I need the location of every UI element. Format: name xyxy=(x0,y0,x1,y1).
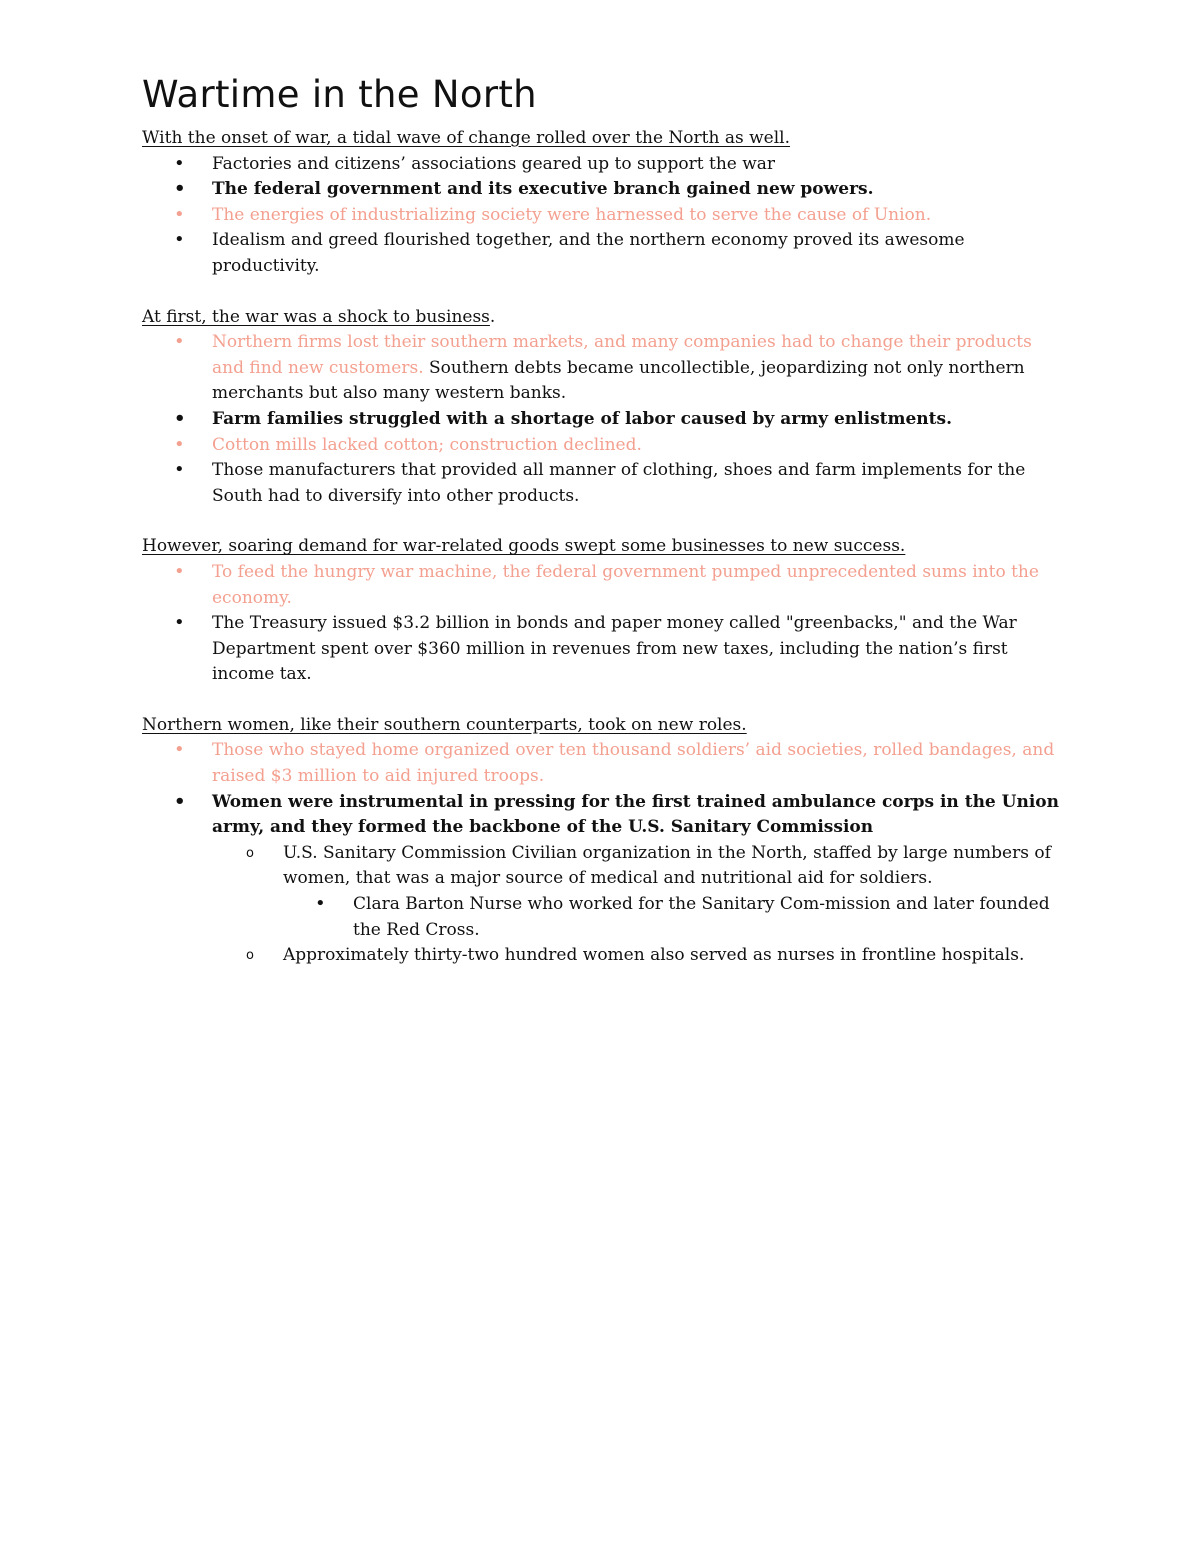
document-page xyxy=(142,72,1062,994)
bullet-icon: • xyxy=(174,433,185,455)
list-item xyxy=(142,203,1062,229)
bullet-icon: • xyxy=(174,459,185,481)
circle-bullet-icon: o xyxy=(246,845,254,861)
section-shock-to-business xyxy=(142,305,1062,510)
list-item-text: U.S. Sanitary Commission Civilian organization in the North, staffed by large numbers of women, that was a major source of medical and nutritional aid for soldiers. xyxy=(283,842,1051,889)
list-item-text: To feed the hungry war machine, the federal government pumped unprecedented sums into the economy. xyxy=(212,561,1039,608)
list-item xyxy=(142,177,1062,203)
bullet-list xyxy=(142,152,1062,280)
list-item-text: The Treasury issued $3.2 billion in bonds and paper money called "greenbacks," and the War Department spent over $360 million in revenues from new taxes, including the nation’s first income tax. xyxy=(212,613,1017,685)
bullet-icon: • xyxy=(174,152,185,174)
list-item xyxy=(142,738,1062,789)
list-item-text: Women were instrumental in pressing for the first trained ambulance corps in the Union army, and they formed the backbone of the U.S. Sanitary Commission xyxy=(212,791,1060,838)
bullet-icon: • xyxy=(174,560,185,582)
section-heading-text: At first, the war was a shock to business xyxy=(142,306,490,327)
list-item-text: Farm families struggled with a shortage of labor caused by army enlistments. xyxy=(212,408,952,429)
circle-bullet-icon: o xyxy=(246,948,254,964)
list-item xyxy=(142,152,1062,178)
bullet-icon: • xyxy=(174,178,186,200)
list-item xyxy=(142,330,1062,407)
bullet-icon: • xyxy=(174,229,185,251)
bullet-list xyxy=(142,738,1062,968)
bullet-icon: • xyxy=(174,739,185,761)
bullet-icon: • xyxy=(174,407,186,429)
section-heading: Northern women, like their southern counterparts, took on new roles. xyxy=(142,714,747,735)
bullet-list xyxy=(142,560,1062,688)
list-item xyxy=(142,433,1062,459)
sub-sub-list-item xyxy=(142,892,1062,943)
list-item-text: Cotton mills lacked cotton; construction declined. xyxy=(212,434,642,455)
section-onset-of-war xyxy=(142,126,1062,280)
list-item xyxy=(142,458,1062,509)
list-item-text: Those manufacturers that provided all manner of clothing, shoes and farm implements for the South had to diversify into other products. xyxy=(212,460,1026,506)
sub-list-item xyxy=(142,943,1062,969)
sub-list-item xyxy=(142,841,1062,892)
list-item xyxy=(142,611,1062,688)
bullet-icon: • xyxy=(174,612,185,634)
list-item xyxy=(142,560,1062,611)
bullet-icon: • xyxy=(174,331,185,353)
list-item-text: Factories and citizens’ associations geared up to support the war xyxy=(212,153,776,174)
section-heading: With the onset of war, a tidal wave of change rolled over the North as well. xyxy=(142,128,791,148)
list-item xyxy=(142,407,1062,433)
list-item-text: Those who stayed home organized over ten thousand soldiers’ aid societies, rolled bandages, and raised $3 million to aid injured troops. xyxy=(212,740,1055,787)
list-item-text: The federal government and its executive branch gained new powers. xyxy=(212,179,874,200)
document-title: Wartime in the North xyxy=(142,73,537,116)
list-item-text-highlighted: Northern firms lost their southern markets, and many companies had to change their products and find new customers. xyxy=(212,332,1032,378)
list-item-text: The energies of industrializing society were harnessed to serve the cause of Union. xyxy=(212,204,932,225)
list-item-text: Southern debts became uncollectible, jeopardizing not only northern merchants but also many western banks. xyxy=(212,357,1025,404)
list-item xyxy=(142,228,1062,279)
bullet-icon: • xyxy=(174,203,185,225)
list-item-text: Clara Barton Nurse who worked for the Sanitary Com-mission and later founded the Red Cross. xyxy=(353,894,1050,940)
list-item-text: Approximately thirty-two hundred women also served as nurses in frontline hospitals. xyxy=(283,945,1025,966)
section-heading: However, soaring demand for war-related goods swept some businesses to new success. xyxy=(142,536,906,557)
section-northern-women xyxy=(142,713,1062,969)
bullet-list xyxy=(142,330,1062,509)
section-heading-tail: . xyxy=(489,306,496,327)
bullet-icon: • xyxy=(315,893,326,915)
section-soaring-demand xyxy=(142,534,1062,688)
list-item-text: Idealism and greed flourished together, and the northern economy proved its awesome productivity. xyxy=(212,230,965,276)
list-item xyxy=(142,790,1062,841)
section-heading xyxy=(142,305,1062,331)
bullet-icon: • xyxy=(174,790,186,812)
